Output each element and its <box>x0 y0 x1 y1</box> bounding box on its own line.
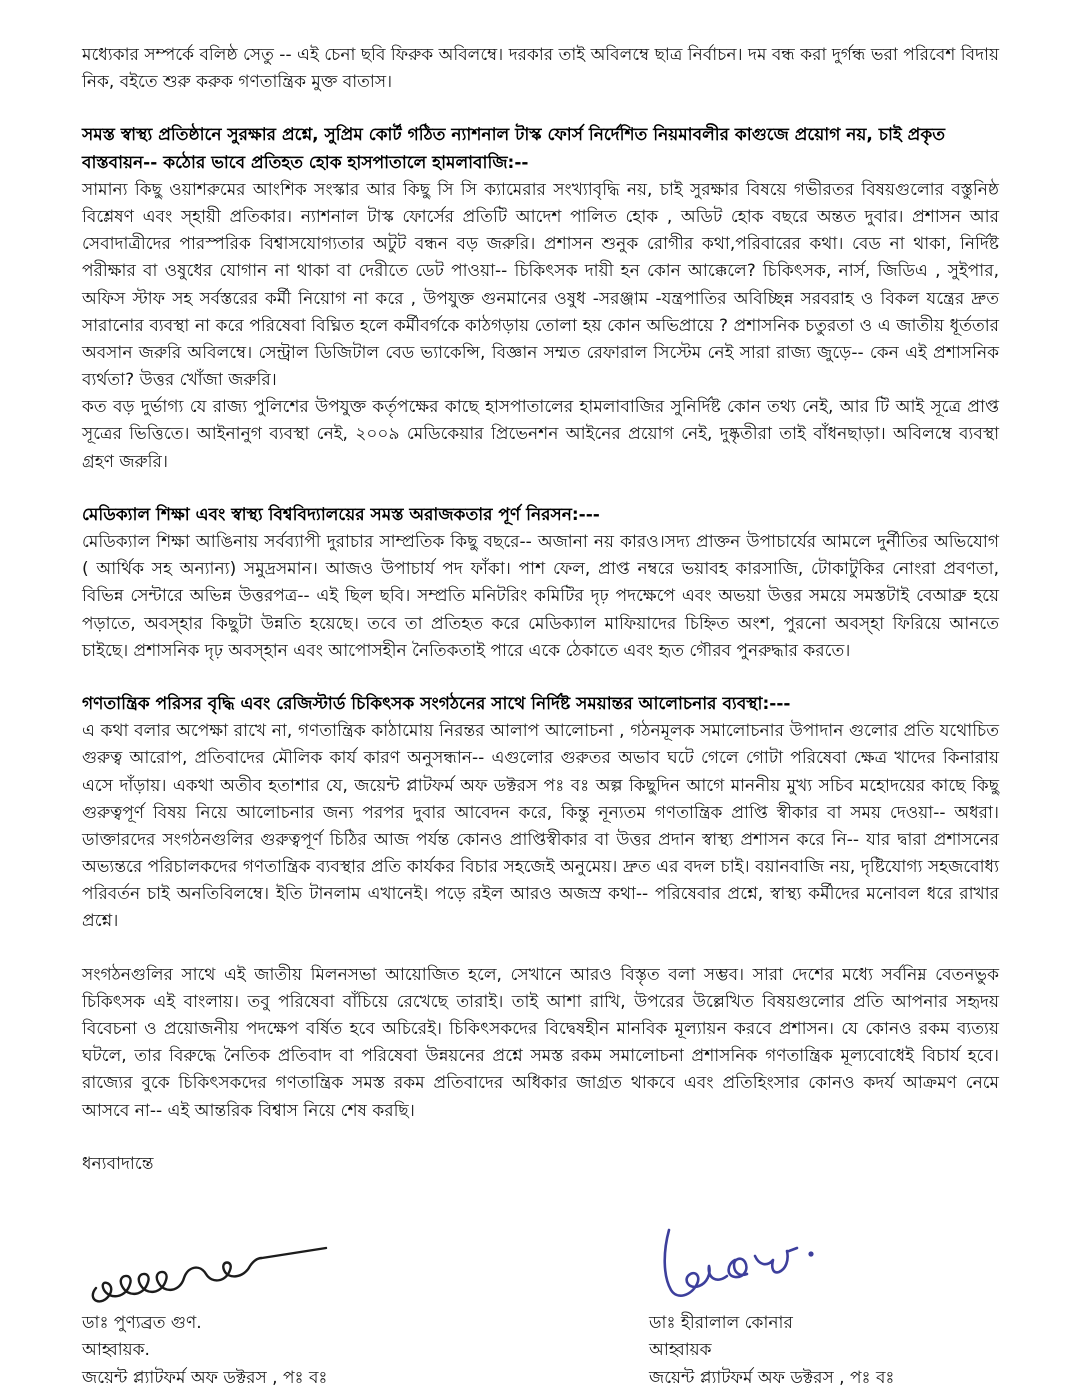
thanks-line: ধন্যবাদান্তে <box>82 1153 154 1174</box>
handwritten-signature-left <box>82 1218 412 1310</box>
signatory-role: আহ্বায়ক. <box>82 1340 150 1361</box>
section-heading: গণতান্ত্রিক পরিসর বৃদ্ধি এবং রেজিস্টার্ড চিকিৎসক সংগঠনের সাথে নির্দিষ্ট সময়ান্তর আলোচনার ব্যবস্থা:--- <box>82 693 791 714</box>
signatory-right <box>649 1218 999 1393</box>
section-paragraph: এ কথা বলার অপেক্ষা রাখে না, গণতান্ত্রিক কাঠামোয় নিরন্তর আলাপ আলোচনা , গঠনমূলক সমালোচনার উপাদান গুলোর প্রতি যথোচিত গুরুত্ব আরোপ, প্রতিবাদের মৌলিক কার্য কারণ অনুসন্ধান-- এগুলোর গুরুতর অভাব ঘটে গেলে গোটা পরিষেবা ক্ষেত্র খাদের কিনারায় এসে দাঁড়ায়। একথা অতীব হতাশার যে, জয়েন্ট প্লাটফর্ম অফ ডক্টরস পঃ বঃ অল্প কিছুদিন আগে মাননীয় মুখ্য সচিব মহোদয়ের কাছে কিছু গুরুত্বপূর্ণ বিষয় নিয়ে আলোচনার জন্য পরপর দুবার আবেদন করে, কিন্তু নূন্যতম গণতান্ত্রিক প্রাপ্তি স্বীকার বা সময় দেওয়া-- অধরা। ডাক্তারদের সংগঠনগুলির গুরুত্বপূর্ণ চিঠির আজ পর্যন্ত কোনও প্রাপ্তিস্বীকার বা উত্তর প্রদান স্বাস্থ্য প্রশাসন করে নি-- যার দ্বারা প্রশাসনের অভ্যন্তরে পরিচালকদের গণতান্ত্রিক ব্যবস্থার প্রতি কার্যকর বিচার সহজেই অনুমেয়। দ্রুত এর বদল চাই। বয়ানবাজি নয়, দৃষ্টিযোগ্য সহজবোধ্য পরিবর্তন চাই অনতিবিলম্বে। ইতি টানলাম এখানেই। পড়ে রইল আরও অজস্র কথা-- পরিষেবার প্রশ্নে, স্বাস্থ্য কর্মীদের মনোবল ধরে রাখার প্রশ্নে। <box>82 721 999 932</box>
section-medical-education <box>82 502 999 665</box>
section-heading: সমস্ত স্বাস্থ্য প্রতিষ্ঠানে সুরক্ষার প্রশ্নে, সুপ্রিম কোর্ট গঠিত ন্যাশনাল টাস্ক ফোর্স নির্দেশিত নিয়মাবলীর কাগুজে প্রয়োগ নয়, চাই প্রকৃত বাস্তবায়ন-- কঠোর ভাবে প্রতিহত হোক হাসপাতালে হামলাবাজি:-- <box>82 125 945 173</box>
signatory-left <box>82 1218 412 1393</box>
section-paragraph: সামান্য কিছু ওয়াশরুমের আংশিক সংস্কার আর কিছু সি সি ক্যামেরার সংখ্যাবৃদ্ধি নয়, চাই সুরক্ষার বিষয়ে গভীরতর বিষয়গুলোর বস্তুনিষ্ঠ বিশ্লেষণ এবং স্হায়ী প্রতিকার। ন্যাশনাল টাস্ক ফোর্সের প্রতিটি আদেশ পালিত হোক , অডিট হোক বছরে অন্তত দুবার। প্রশাসন আর সেবাদাত্রীদের পারস্পরিক বিশ্বাসযোগ্যতার অটুট বন্ধন বড় জরুরি। প্রশাসন শুনুক রোগীর কথা,পরিবারের কথা। বেড না থাকা, নির্দিষ্ট পরীক্ষার বা ওষুধের যোগান না থাকা বা দেরীতে ডেট পাওয়া-- চিকিৎসক দায়ী হন কোন আক্কেলে? চিকিৎসক, নার্স, জিডিএ , সুইপার, অফিস স্টাফ সহ সর্বস্তরের কর্মী নিয়োগ না করে , উপযুক্ত গুনমানের ওষুধ -সরঞ্জাম -যন্ত্রপাতির অবিচ্ছিন্ন সরবরাহ ও বিকল যন্ত্রের দ্রুত সারানোর ব্যবস্থা না করে পরিষেবা বিঘ্নিত হলে কর্মীবর্গকে কাঠগড়ায় তোলা হয় কোন অভিপ্রায়ে ? প্রশাসনিক চতুরতা ও এ জাতীয় ধূর্ততার অবসান জরুরি অবিলম্বে। সেন্ট্রাল ডিজিটাল বেড ভ্যাকেন্সি, বিজ্ঞান সম্মত রেফারাল সিস্টেম নেই সারা রাজ্য জুড়ে-- কেন এই প্রশাসনিক ব্যর্থতা? উত্তর খোঁজা জরুরি। <box>82 179 999 391</box>
signatory-organization: জয়েন্ট প্ল্যাটফর্ম অফ ডক্টরস , পঃ বঃ <box>649 1368 895 1388</box>
signatory-organization: জয়েন্ট প্ল্যাটফর্ম অফ ডক্টরস , পঃ বঃ <box>82 1368 328 1388</box>
section-hospital-safety <box>82 122 999 475</box>
signatory-name: ডাঃ হীরালাল কোনার <box>649 1312 793 1333</box>
signatory-role: আহ্বায়ক <box>649 1340 712 1361</box>
intro-paragraph: মধ্যেকার সম্পর্কে বলিষ্ঠ সেতু -- এই চেনা ছবি ফিরুক অবিলম্বে। দরকার তাই অবিলম্বে ছাত্র নির্বাচন। দম বন্ধ করা দুর্গন্ধ ভরা পরিবেশ বিদায় নিক, বইতে শুরু করুক গণতান্ত্রিক মুক্ত বাতাস। <box>82 45 999 93</box>
signatory-name: ডাঃ পুণ্যব্রত গুণ. <box>82 1312 202 1333</box>
handwritten-signature-right <box>649 1218 999 1310</box>
section-heading: মেডিক্যাল শিক্ষা এবং স্বাস্থ্য বিশ্ববিদ্যালয়ের সমস্ত অরাজকতার পূর্ণ নিরসন:--- <box>82 504 600 525</box>
closing-paragraph: সংগঠনগুলির সাথে এই জাতীয় মিলনসভা আয়োজিত হলে, সেখানে আরও বিস্তৃত বলা সম্ভব। সারা দেশের মধ্যে সর্বনিম্ন বেতনভুক চিকিৎসক এই বাংলায়। তবু পরিষেবা বাঁচিয়ে রেখেছে তারাই। তাই আশা রাখি, উপরের উল্লেখিত বিষয়গুলোর প্রতি আপনার সহৃদয় বিবেচনা ও প্রয়োজনীয় পদক্ষেপ বর্ষিত হবে অচিরেই। চিকিৎসকদের বিদ্বেষহীন মানবিক মূল্যায়ন করবে প্রশাসন। যে কোনও রকম ব্যত্যয় ঘটলে, তার বিরুদ্ধে নৈতিক প্রতিবাদ বা পরিষেবা উন্নয়নের প্রশ্নে সমস্ত রকম সমালোচনা প্রশাসনিক গণতান্ত্রিক মূল্যবোধেই বিচার্য হবে। রাজ্যের বুকে চিকিৎসকদের গণতান্ত্রিক সমস্ত রকম প্রতিবাদের অধিকার জাগ্রত থাকবে এবং প্রতিহিংসার কোনও কদর্য আক্রমণ নেমে আসবে না-- এই আন্তরিক বিশ্বাস নিয়ে শেষ করছি। <box>82 964 999 1121</box>
section-democratic-space <box>82 691 999 936</box>
signature-block <box>82 1218 999 1393</box>
section-paragraph: কত বড় দুর্ভাগ্য যে রাজ্য পুলিশের উপযুক্ত কর্তৃপক্ষের কাছে হাসপাতালের হামলাবাজির সুনির্দিষ্ট কোন তথ্য নেই, আর টি আই সূত্রে প্রাপ্ত সূত্রের ভিত্তিতে। আইনানুগ ব্যবস্থা নেই, ২০০৯ মেডিকেয়ার প্রিভেনশন আইনের প্রয়োগ নেই, দুষ্কৃতীরা তাই বাঁধনছাড়া। অবিলম্বে ব্যবস্থা গ্রহণ জরুরি। <box>82 397 999 472</box>
section-paragraph: মেডিক্যাল শিক্ষা আঙিনায় সর্বব্যাপী দুরাচার সাম্প্রতিক কিছু বছরে-- অজানা নয় কারও।সদ্য প্রাক্তন উপাচার্যের আমলে দুর্নীতির অভিযোগ ( আর্থিক সহ অন্যান্য) সমুদ্রসমান। আজও উপাচার্য পদ ফাঁকা। পাশ ফেল, প্রাপ্ত নম্বরে ভয়াবহ কারসাজি, টোকাটুকির নোংরা প্রবণতা, বিভিন্ন সেন্টারে অভিন্ন উত্তরপত্র-- এই ছিল ছবি। সম্প্রতি মনিটরিং কমিটির দৃঢ় পদক্ষেপে এবং অভয়া উত্তর সময়ে সমস্তটাই বেআব্রু হয়ে পড়াতে, অবস্হার কিছুটা উন্নতি হয়েছে। তবে তা প্রতিহত করে মেডিক্যাল মাফিয়াদের চিহ্নিত অংশ, পুরনো অবস্হা ফিরিয়ে আনতে চাইছে। প্রশাসনিক দৃঢ় অবস্হান এবং আপোসহীন নৈতিকতাই পারে একে ঠেকাতে এবং হৃত গৌরব পুনরুদ্ধার করতে। <box>82 532 999 661</box>
